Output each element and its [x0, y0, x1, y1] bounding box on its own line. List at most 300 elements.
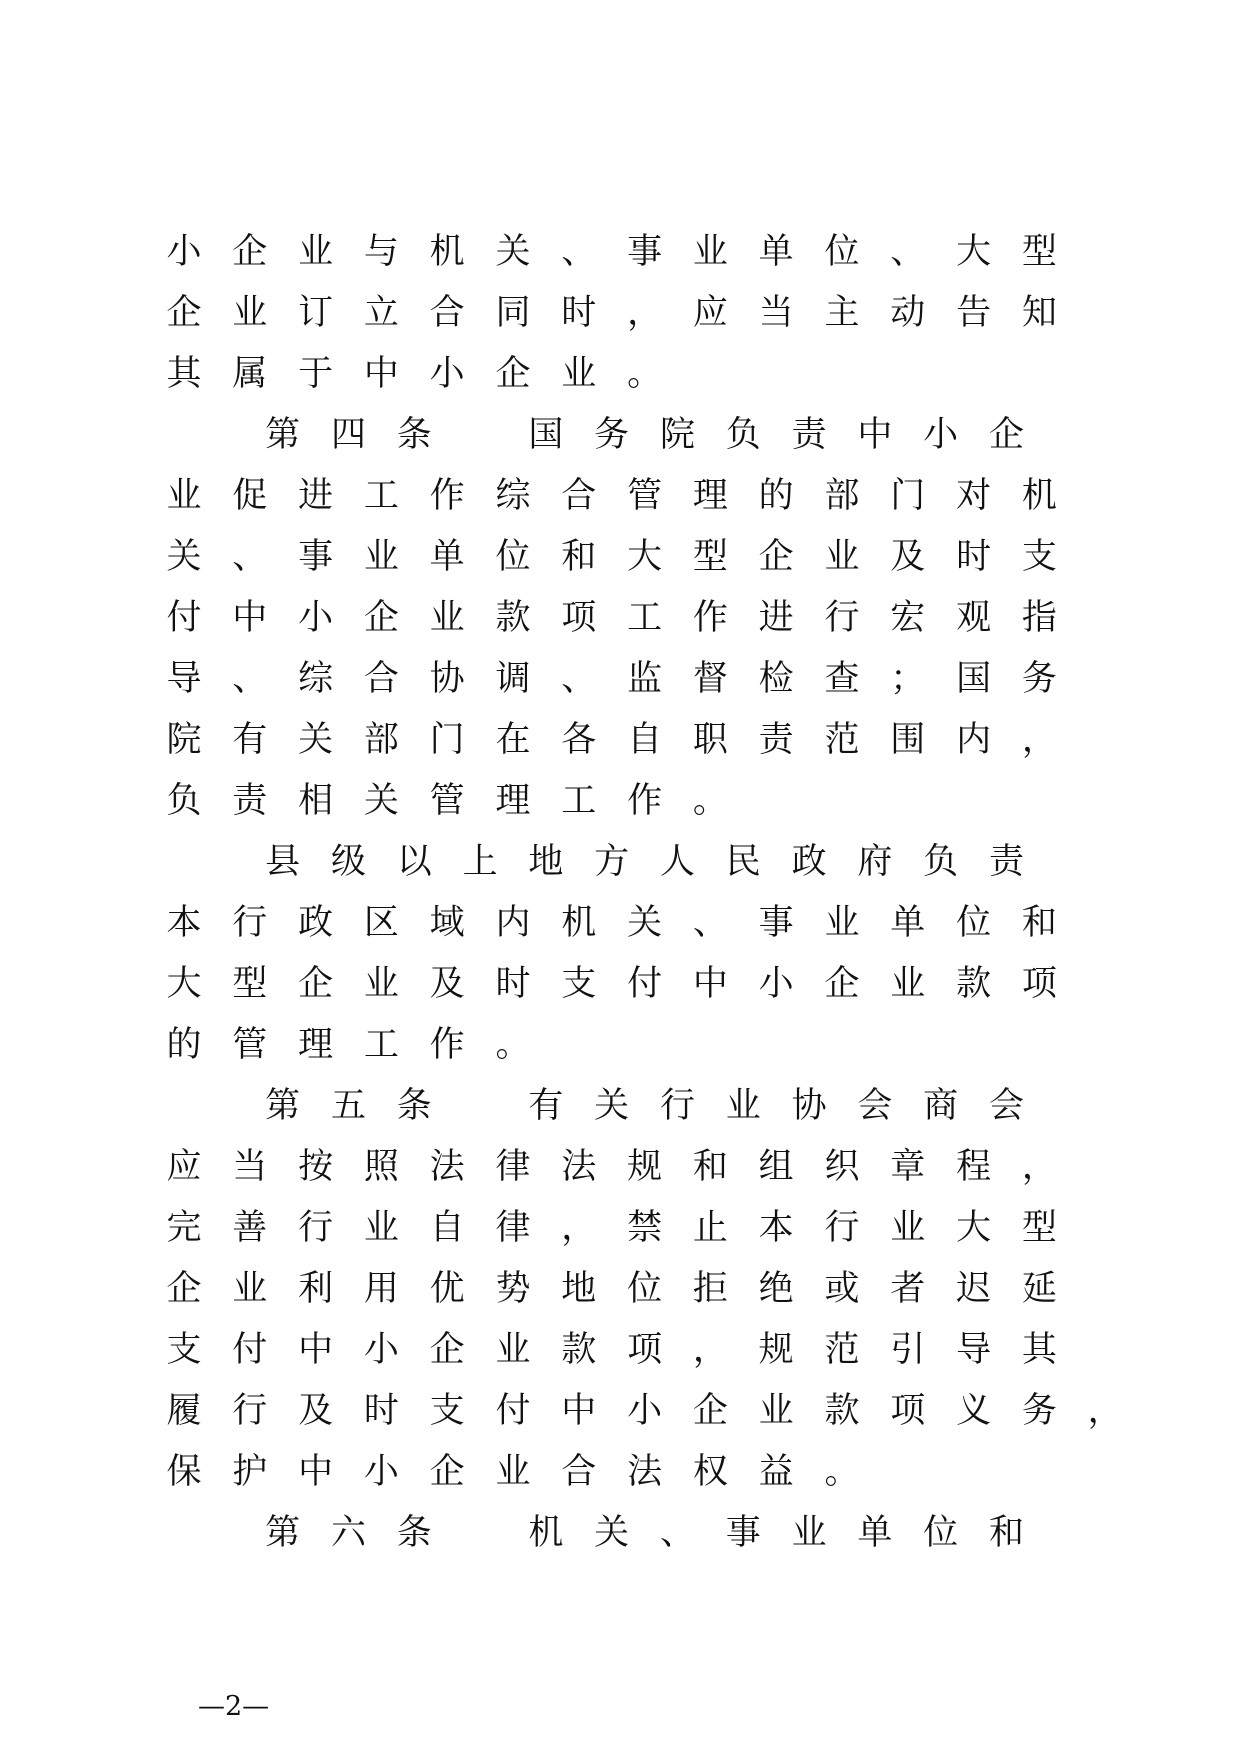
text-char: 织 — [824, 1147, 860, 1187]
body-text — [166, 222, 1123, 1564]
text-char: 部 — [363, 720, 399, 760]
text-char: 款 — [956, 964, 992, 1004]
text-char: 支 — [561, 964, 597, 1004]
text-char: 级 — [330, 842, 366, 882]
text-char: 责 — [791, 415, 827, 455]
text-char: 法 — [561, 1147, 597, 1187]
text-char: 优 — [429, 1269, 465, 1309]
text-char: 业 — [692, 232, 728, 272]
text-char: 。 — [627, 354, 663, 394]
text-char: 程 — [956, 1147, 992, 1187]
text-char: 企 — [298, 964, 334, 1004]
text-char: 款 — [824, 1391, 860, 1431]
text-char: 作 — [692, 598, 728, 638]
text-char: 主 — [824, 293, 860, 333]
text-char: 和 — [561, 537, 597, 577]
text-char: 、 — [890, 232, 926, 272]
text-char: 上 — [462, 842, 498, 882]
text-char: 于 — [298, 354, 334, 394]
text-char: 、 — [692, 903, 728, 943]
text-char: 事 — [758, 903, 794, 943]
text-char: 支 — [1021, 537, 1057, 577]
text-char: 有 — [528, 1086, 564, 1126]
text-char: 自 — [627, 720, 663, 760]
text-char: 同 — [495, 293, 531, 333]
text-char: 关 — [594, 1513, 630, 1553]
text-line — [166, 954, 1066, 1015]
text-char: 中 — [857, 415, 893, 455]
text-char: 按 — [298, 1147, 334, 1187]
text-char: 、 — [659, 1513, 695, 1553]
text-char: 务 — [1021, 1391, 1057, 1431]
text-char: ； — [890, 659, 926, 699]
text-char: 事 — [725, 1513, 761, 1553]
text-char: 用 — [363, 1269, 399, 1309]
text-char: 利 — [298, 1269, 334, 1309]
text-char: 工 — [627, 598, 663, 638]
text-char: 支 — [429, 1391, 465, 1431]
text-char — [458, 1503, 502, 1564]
text-char: 关 — [627, 903, 663, 943]
text-char: 款 — [495, 598, 531, 638]
text-char: 支 — [166, 1330, 202, 1370]
text-char: 订 — [298, 293, 334, 333]
text-char: ， — [1087, 1391, 1123, 1431]
text-char: 业 — [791, 1513, 827, 1553]
text-line — [166, 1442, 1066, 1503]
text-char: 责 — [988, 842, 1024, 882]
text-char: 地 — [528, 842, 564, 882]
text-char: 规 — [758, 1330, 794, 1370]
text-char: 务 — [1021, 659, 1057, 699]
text-char: 权 — [692, 1452, 728, 1492]
text-char: 单 — [857, 1513, 893, 1553]
text-char: 律 — [495, 1208, 531, 1248]
text-char: ， — [561, 1208, 597, 1248]
text-line — [166, 1198, 1066, 1259]
text-char: 企 — [429, 1452, 465, 1492]
text-line — [166, 893, 1066, 954]
text-char: 负 — [923, 842, 959, 882]
text-char — [458, 405, 502, 466]
text-char: 条 — [396, 1086, 432, 1126]
text-char: 当 — [758, 293, 794, 333]
text-char: 四 — [330, 415, 366, 455]
text-line — [166, 1015, 1066, 1076]
text-char: 、 — [561, 659, 597, 699]
text-char: 围 — [890, 720, 926, 760]
text-char: 第 — [265, 415, 301, 455]
text-char: ， — [692, 1330, 728, 1370]
text-char: 本 — [758, 1208, 794, 1248]
text-char: 进 — [298, 476, 334, 516]
text-char: 机 — [561, 903, 597, 943]
text-char: 进 — [758, 598, 794, 638]
text-char: 时 — [956, 537, 992, 577]
text-char: 五 — [330, 1086, 366, 1126]
text-char: 管 — [232, 1025, 268, 1065]
text-char: 六 — [330, 1513, 366, 1553]
text-char: 企 — [363, 598, 399, 638]
text-char: 导 — [166, 659, 202, 699]
text-line — [166, 710, 1066, 771]
text-char: 位 — [824, 232, 860, 272]
text-char: 行 — [298, 1208, 334, 1248]
text-char: 业 — [890, 964, 926, 1004]
text-char: 禁 — [627, 1208, 663, 1248]
text-char: 、 — [561, 232, 597, 272]
text-char: 护 — [232, 1452, 268, 1492]
text-char: 合 — [363, 659, 399, 699]
text-line — [166, 527, 1066, 588]
text-char: 中 — [298, 1452, 334, 1492]
text-char: ， — [627, 293, 663, 333]
text-char: 义 — [956, 1391, 992, 1431]
text-char: 善 — [232, 1208, 268, 1248]
text-char: 作 — [627, 781, 663, 821]
text-char: 止 — [692, 1208, 728, 1248]
text-char: 的 — [166, 1025, 202, 1065]
text-char: 负 — [725, 415, 761, 455]
text-char: 综 — [298, 659, 334, 699]
text-char: 与 — [363, 232, 399, 272]
text-char: 协 — [791, 1086, 827, 1126]
text-char: 小 — [429, 354, 465, 394]
text-char: 人 — [659, 842, 695, 882]
text-char: 款 — [561, 1330, 597, 1370]
text-char: 机 — [528, 1513, 564, 1553]
text-char: 势 — [495, 1269, 531, 1309]
text-char: 行 — [659, 1086, 695, 1126]
text-char: 其 — [1021, 1330, 1057, 1370]
text-char: 当 — [232, 1147, 268, 1187]
text-char: 管 — [627, 476, 663, 516]
text-char: 型 — [232, 964, 268, 1004]
text-char: 延 — [1021, 1269, 1057, 1309]
text-char: 位 — [956, 903, 992, 943]
text-char: 小 — [627, 1391, 663, 1431]
text-line — [166, 1259, 1066, 1320]
text-char: 域 — [429, 903, 465, 943]
text-char: 机 — [1021, 476, 1057, 516]
text-char: 关 — [594, 1086, 630, 1126]
text-char: 企 — [692, 1391, 728, 1431]
text-char: 地 — [561, 1269, 597, 1309]
text-char: 立 — [363, 293, 399, 333]
text-char: 企 — [758, 537, 794, 577]
text-char: 、 — [232, 537, 268, 577]
text-char: 项 — [561, 598, 597, 638]
text-char: 业 — [725, 1086, 761, 1126]
text-char: 方 — [594, 842, 630, 882]
text-char: 及 — [890, 537, 926, 577]
text-char: 小 — [166, 232, 202, 272]
text-char: 企 — [988, 415, 1024, 455]
text-line — [166, 466, 1066, 527]
text-char: 益 — [758, 1452, 794, 1492]
text-char: 监 — [627, 659, 663, 699]
text-char: 会 — [857, 1086, 893, 1126]
text-char: 业 — [758, 1391, 794, 1431]
text-char: 企 — [232, 232, 268, 272]
text-char: 行 — [824, 598, 860, 638]
text-char: 导 — [956, 1330, 992, 1370]
text-char: 范 — [824, 1330, 860, 1370]
text-char: 。 — [495, 1025, 531, 1065]
text-char: 国 — [956, 659, 992, 699]
text-char: 位 — [495, 537, 531, 577]
text-char: 行 — [232, 1391, 268, 1431]
text-line — [166, 588, 1066, 649]
text-char: 督 — [692, 659, 728, 699]
text-char: 协 — [429, 659, 465, 699]
text-char: 法 — [429, 1147, 465, 1187]
text-char: 有 — [232, 720, 268, 760]
text-char: 业 — [495, 1330, 531, 1370]
text-char: 规 — [627, 1147, 663, 1187]
text-char: 业 — [363, 964, 399, 1004]
text-line — [166, 1137, 1066, 1198]
text-line — [166, 832, 1066, 893]
text-char: 范 — [824, 720, 860, 760]
text-char: 履 — [166, 1391, 202, 1431]
text-char: 条 — [396, 415, 432, 455]
text-char: 第 — [265, 1513, 301, 1553]
text-char: 内 — [495, 903, 531, 943]
text-char: 工 — [363, 476, 399, 516]
text-char: 位 — [923, 1513, 959, 1553]
text-char: 拒 — [692, 1269, 728, 1309]
text-char: 政 — [791, 842, 827, 882]
text-char: 工 — [363, 1025, 399, 1065]
text-char: 负 — [166, 781, 202, 821]
text-char: 工 — [561, 781, 597, 821]
text-char: 和 — [692, 1147, 728, 1187]
text-char: 单 — [429, 537, 465, 577]
text-char: 业 — [561, 354, 597, 394]
text-line — [166, 649, 1066, 710]
text-char: 付 — [166, 598, 202, 638]
text-char: 中 — [232, 598, 268, 638]
text-char: 小 — [363, 1452, 399, 1492]
text-char: 查 — [824, 659, 860, 699]
text-char: 国 — [528, 415, 564, 455]
text-char: 在 — [495, 720, 531, 760]
text-char: 机 — [429, 232, 465, 272]
text-char: 大 — [627, 537, 663, 577]
text-char: 业 — [495, 1452, 531, 1492]
text-char: 宏 — [890, 598, 926, 638]
text-char: 企 — [495, 354, 531, 394]
text-char: 及 — [298, 1391, 334, 1431]
text-char: 责 — [758, 720, 794, 760]
text-char: 企 — [429, 1330, 465, 1370]
text-line — [166, 405, 1066, 466]
text-char: 关 — [495, 232, 531, 272]
text-char: 相 — [298, 781, 334, 821]
text-char: 其 — [166, 354, 202, 394]
text-char: 或 — [824, 1269, 860, 1309]
text-char: 律 — [495, 1147, 531, 1187]
text-char: 事 — [298, 537, 334, 577]
text-line — [166, 771, 1066, 832]
text-char: 院 — [659, 415, 695, 455]
text-char: 时 — [561, 293, 597, 333]
text-char: 业 — [363, 1208, 399, 1248]
text-line — [166, 1503, 1066, 1564]
text-char: 中 — [363, 354, 399, 394]
text-char: 区 — [363, 903, 399, 943]
text-char: 行 — [824, 1208, 860, 1248]
text-char: 项 — [890, 1391, 926, 1431]
text-char: 位 — [627, 1269, 663, 1309]
text-char: 理 — [298, 1025, 334, 1065]
text-char: 政 — [298, 903, 334, 943]
text-char: 门 — [890, 476, 926, 516]
text-char: 指 — [1021, 598, 1057, 638]
text-char: 属 — [232, 354, 268, 394]
text-char: 大 — [956, 232, 992, 272]
text-char: 业 — [824, 537, 860, 577]
text-char: 业 — [824, 903, 860, 943]
text-char: 组 — [758, 1147, 794, 1187]
text-char: ， — [1021, 1147, 1057, 1187]
text-char: 。 — [692, 781, 728, 821]
text-char: 绝 — [758, 1269, 794, 1309]
text-char: 会 — [988, 1086, 1024, 1126]
text-char: 自 — [429, 1208, 465, 1248]
text-char: 职 — [692, 720, 728, 760]
text-char: 本 — [166, 903, 202, 943]
text-char: 单 — [890, 903, 926, 943]
text-char: 时 — [495, 964, 531, 1004]
text-char: 作 — [429, 1025, 465, 1065]
text-char: 关 — [166, 537, 202, 577]
text-char: 合 — [429, 293, 465, 333]
text-char: 应 — [692, 293, 728, 333]
text-char: 及 — [429, 964, 465, 1004]
text-char: 业 — [232, 1269, 268, 1309]
text-char: 业 — [429, 598, 465, 638]
text-char: 县 — [265, 842, 301, 882]
text-line — [166, 283, 1066, 344]
text-char: 管 — [429, 781, 465, 821]
text-char: 小 — [363, 1330, 399, 1370]
text-char: 迟 — [956, 1269, 992, 1309]
page-number: —2— — [198, 1691, 270, 1722]
text-char: 。 — [824, 1452, 860, 1492]
text-char: 小 — [298, 598, 334, 638]
text-char: 完 — [166, 1208, 202, 1248]
text-char: 府 — [857, 842, 893, 882]
text-char: 业 — [363, 537, 399, 577]
text-char: 商 — [923, 1086, 959, 1126]
text-char: 型 — [1021, 232, 1057, 272]
text-char: 付 — [495, 1391, 531, 1431]
text-char: 知 — [1021, 293, 1057, 333]
text-char: 项 — [1021, 964, 1057, 1004]
text-char: 理 — [692, 476, 728, 516]
text-line — [166, 222, 1066, 283]
text-char: 条 — [396, 1513, 432, 1553]
text-char: 院 — [166, 720, 202, 760]
text-char: 促 — [232, 476, 268, 516]
text-char: 责 — [232, 781, 268, 821]
text-char: 观 — [956, 598, 992, 638]
text-char: 和 — [988, 1513, 1024, 1553]
text-char: 章 — [890, 1147, 926, 1187]
text-char: 以 — [396, 842, 432, 882]
text-char: 告 — [956, 293, 992, 333]
text-char: 门 — [429, 720, 465, 760]
text-char: 企 — [166, 293, 202, 333]
text-char: 时 — [363, 1391, 399, 1431]
text-char: 小 — [758, 964, 794, 1004]
text-char: 业 — [298, 232, 334, 272]
text-char: 应 — [166, 1147, 202, 1187]
text-char: 务 — [594, 415, 630, 455]
text-char: 综 — [495, 476, 531, 516]
text-char: 部 — [824, 476, 860, 516]
text-char: 中 — [692, 964, 728, 1004]
text-char: 业 — [166, 476, 202, 516]
text-char: 法 — [627, 1452, 663, 1492]
text-char: 企 — [824, 964, 860, 1004]
text-char: 单 — [758, 232, 794, 272]
text-line — [166, 1381, 1123, 1442]
text-char: 引 — [890, 1330, 926, 1370]
text-char: 照 — [363, 1147, 399, 1187]
text-char: 型 — [1021, 1208, 1057, 1248]
text-char: 保 — [166, 1452, 202, 1492]
text-char: 民 — [725, 842, 761, 882]
text-char: 型 — [692, 537, 728, 577]
text-char: 内 — [956, 720, 992, 760]
text-line — [166, 1320, 1066, 1381]
text-char: ， — [1021, 720, 1057, 760]
text-char: 各 — [561, 720, 597, 760]
text-char: 小 — [923, 415, 959, 455]
text-char — [458, 1076, 502, 1137]
text-char: 、 — [232, 659, 268, 699]
text-char: 作 — [429, 476, 465, 516]
text-char: 动 — [890, 293, 926, 333]
text-char: 事 — [627, 232, 663, 272]
text-char: 付 — [627, 964, 663, 1004]
text-char: 业 — [890, 1208, 926, 1248]
text-char: 关 — [363, 781, 399, 821]
text-char: 企 — [166, 1269, 202, 1309]
text-char: 第 — [265, 1086, 301, 1126]
text-char: 理 — [495, 781, 531, 821]
text-char: 关 — [298, 720, 334, 760]
text-char: 和 — [1021, 903, 1057, 943]
text-char: 大 — [956, 1208, 992, 1248]
text-line — [166, 1076, 1066, 1137]
text-char: 检 — [758, 659, 794, 699]
text-char: 付 — [232, 1330, 268, 1370]
text-char: 行 — [232, 903, 268, 943]
text-line — [166, 344, 1066, 405]
text-char: 对 — [956, 476, 992, 516]
text-char: 大 — [166, 964, 202, 1004]
text-char: 项 — [627, 1330, 663, 1370]
text-char: 合 — [561, 1452, 597, 1492]
text-char: 合 — [561, 476, 597, 516]
text-char: 业 — [232, 293, 268, 333]
text-char: 调 — [495, 659, 531, 699]
text-char: 的 — [758, 476, 794, 516]
